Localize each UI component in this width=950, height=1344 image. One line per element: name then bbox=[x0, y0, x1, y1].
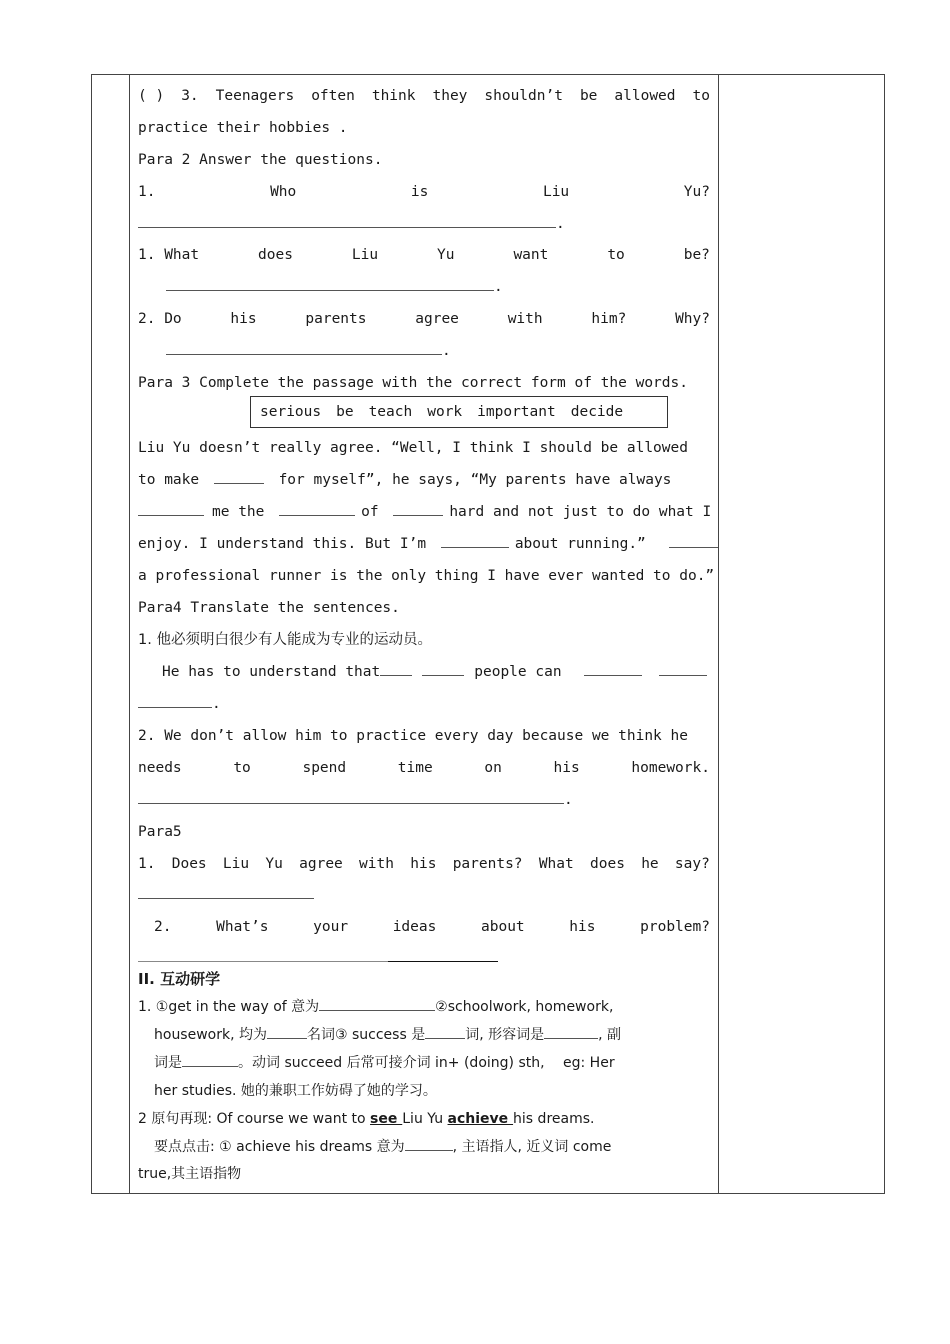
word-bank-box bbox=[250, 396, 668, 428]
section-2-point-2-line-1: 2 原句再现: Of course we want to see Liu Yu achieve his dreams. bbox=[138, 1111, 595, 1127]
word-bank-item: decide bbox=[570, 404, 624, 420]
fill-blank[interactable] bbox=[279, 500, 355, 516]
answer-blank[interactable] bbox=[138, 212, 556, 228]
answer-blank[interactable] bbox=[138, 883, 314, 899]
fill-blank[interactable] bbox=[319, 995, 435, 1011]
translate-sentence-2-line-1: 2. We don’t allow him to practice every day because we think he bbox=[138, 728, 688, 744]
fill-blank[interactable] bbox=[380, 660, 412, 676]
fill-blank[interactable] bbox=[405, 1135, 453, 1151]
para5-question-1: 1. Does Liu Yu agree with his parents? What does he say? bbox=[138, 856, 710, 872]
fill-blank[interactable] bbox=[422, 660, 464, 676]
para2-question-2: 1. What does Liu Yu want to be? bbox=[138, 247, 710, 263]
word-bank-item: important bbox=[477, 404, 556, 420]
fill-blank[interactable] bbox=[138, 500, 204, 516]
word-bank-item: teach bbox=[368, 404, 413, 420]
answer-blank[interactable] bbox=[388, 946, 498, 962]
translate-sentence-1-chinese: 1. 他必须明白很少有人能成为专业的运动员。 bbox=[138, 632, 432, 648]
answer-blank[interactable] bbox=[166, 275, 494, 291]
column-divider-2 bbox=[718, 75, 719, 1193]
para5-answer-line-1 bbox=[138, 883, 710, 907]
translate-sentence-1-english: He has to understand that people can bbox=[138, 660, 710, 684]
word-bank-item: be bbox=[336, 404, 354, 420]
fill-blank[interactable] bbox=[544, 1023, 598, 1039]
section-2-point-1-line-3: 词是 。动词 succeed 后常可接介词 in+ (doing) sth, eg: Her bbox=[138, 1051, 710, 1075]
para2-question-3: 2. Do his parents agree with him? Why? bbox=[138, 311, 710, 327]
answer-blank[interactable] bbox=[166, 339, 442, 355]
word-bank-item: work bbox=[427, 404, 463, 420]
answer-line-1: . bbox=[138, 212, 710, 236]
word-bank-item: serious bbox=[260, 404, 322, 420]
fill-blank[interactable] bbox=[441, 532, 509, 548]
fill-blank[interactable] bbox=[584, 660, 642, 676]
keyword-see: see bbox=[370, 1111, 403, 1127]
para5-heading: Para5 bbox=[138, 824, 182, 840]
section-2-point-2-line-2: 要点点击: ① achieve his dreams 意为 , 主语指人, 近义词 come bbox=[138, 1135, 710, 1159]
passage-line-4: enjoy. I understand this. But I’m about running.” bbox=[138, 532, 710, 556]
fill-blank[interactable] bbox=[267, 1023, 307, 1039]
fill-blank[interactable] bbox=[659, 660, 707, 676]
section-2-point-2-line-3: true,其主语指物 bbox=[138, 1166, 242, 1182]
fill-blank[interactable] bbox=[669, 532, 718, 548]
column-divider-1 bbox=[129, 75, 130, 1193]
passage-line-1: Liu Yu doesn’t really agree. “Well, I think I should be allowed bbox=[138, 440, 688, 456]
answer-line-2: . bbox=[138, 275, 710, 299]
q3-line: ( ) 3. Teenagers often think they shouldn’t be allowed to bbox=[138, 88, 710, 104]
fill-blank[interactable] bbox=[182, 1051, 238, 1067]
keyword-achieve: achieve bbox=[447, 1111, 514, 1127]
translate-sentence-2-line-2: needs to spend time on his homework. bbox=[138, 760, 710, 776]
passage-line-5: a professional runner is the only thing I have ever wanted to do.” bbox=[138, 568, 715, 584]
passage-line-3: me the of hard and not just to do what I bbox=[138, 500, 710, 524]
para2-question-1: 1. Who is Liu Yu? bbox=[138, 184, 710, 200]
para4-heading: Para4 Translate the sentences. bbox=[138, 600, 400, 616]
para5-question-2: 2. What’s your ideas about his problem? bbox=[154, 919, 710, 935]
fill-blank[interactable] bbox=[214, 468, 264, 484]
answer-line-3: . bbox=[138, 339, 710, 363]
section-2-heading: II. 互动研学 bbox=[138, 970, 221, 988]
fill-blank[interactable] bbox=[138, 692, 212, 708]
answer-blank[interactable] bbox=[138, 946, 388, 962]
section-2-point-1-line-4: her studies. 她的兼职工作妨碍了她的学习。 bbox=[154, 1083, 437, 1099]
para3-heading: Para 3 Complete the passage with the correct form of the words. bbox=[138, 375, 688, 391]
para2-heading: Para 2 Answer the questions. bbox=[138, 152, 383, 168]
fill-blank[interactable] bbox=[425, 1023, 465, 1039]
section-2-point-1-line-1: 1. ①get in the way of 意为 ②schoolwork, homework, bbox=[138, 995, 710, 1019]
passage-line-2: to make for myself”, he says, “My parents have always bbox=[138, 468, 710, 492]
translate-answer-line: . bbox=[138, 788, 710, 812]
answer-blank[interactable] bbox=[138, 788, 564, 804]
fill-blank[interactable] bbox=[393, 500, 443, 516]
translate-blank-line: . bbox=[138, 692, 710, 716]
q3-continuation: practice their hobbies . bbox=[138, 120, 348, 136]
section-2-point-1-line-2: housework, 均为 名词③ success 是 词, 形容词是 , 副 bbox=[138, 1023, 710, 1047]
